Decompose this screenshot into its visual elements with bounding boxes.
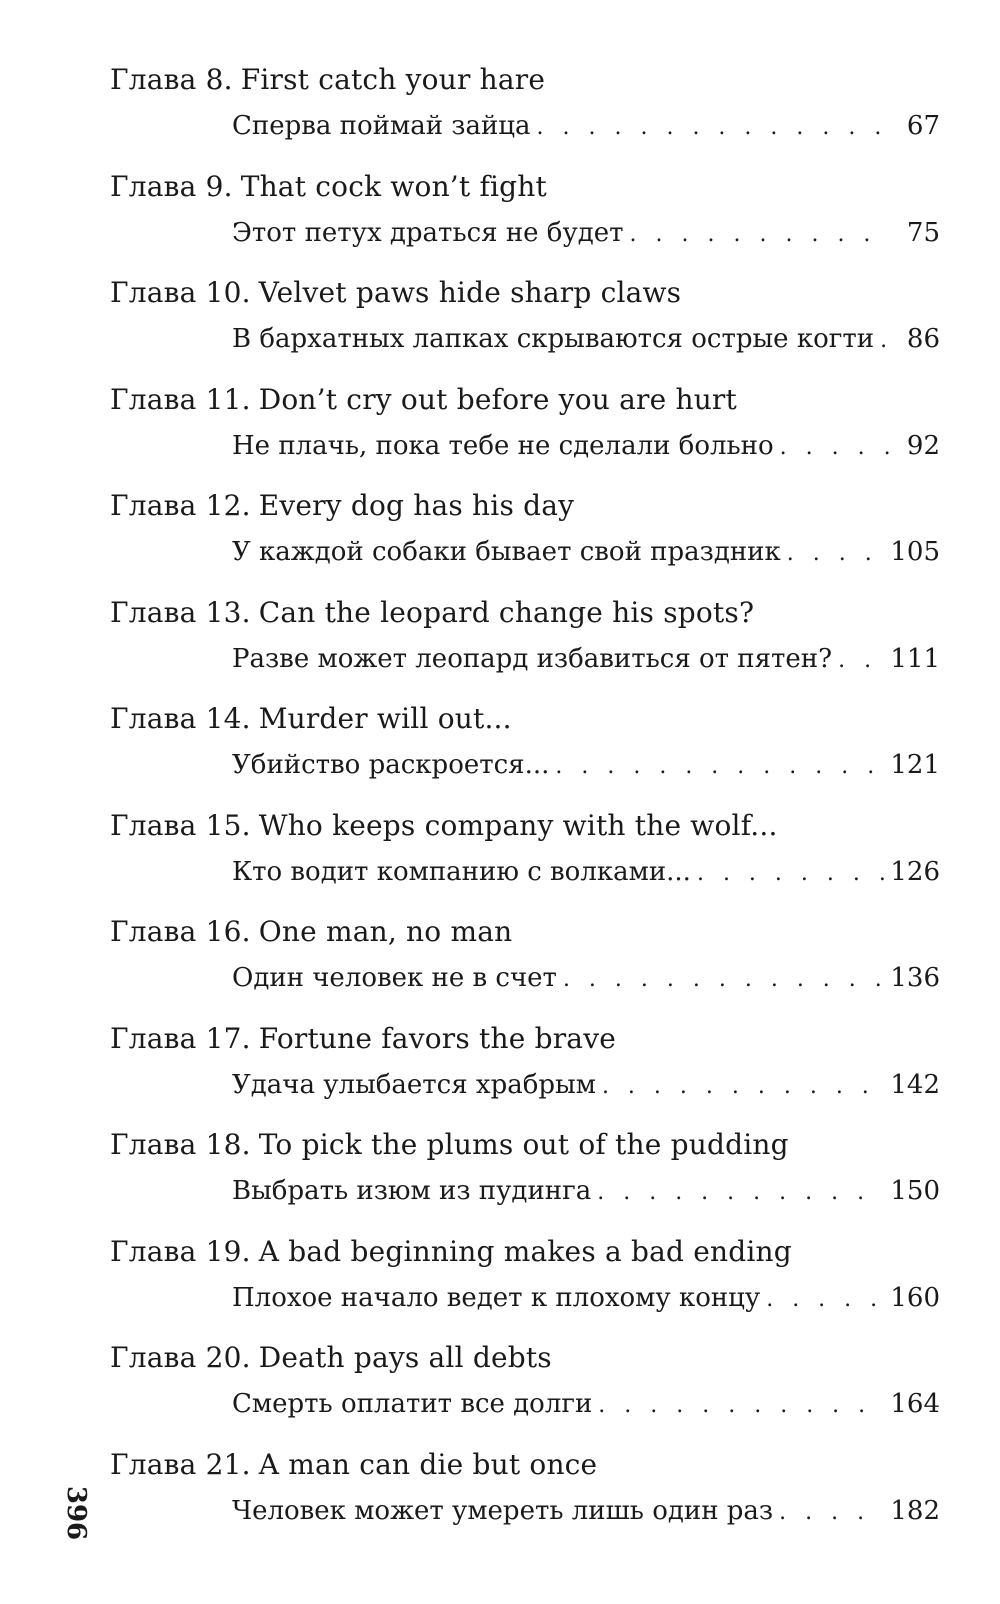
chapter-heading	[110, 60, 545, 100]
page-number: 150	[890, 1176, 940, 1206]
chapter-label: Глава 16.	[110, 915, 251, 948]
dot-leader	[780, 428, 890, 468]
chapter-subtitle-line	[232, 852, 940, 894]
chapter-label: Глава 9.	[110, 169, 233, 203]
chapter-label: Глава 17.	[110, 1021, 251, 1055]
table-of-contents	[110, 56, 940, 1547]
dot-leader	[563, 960, 884, 1000]
page-number: 105	[890, 537, 940, 567]
dot-leader	[598, 1386, 884, 1426]
chapter-heading	[110, 912, 512, 952]
toc-entry	[110, 376, 940, 483]
chapter-subtitle: Сперва поймай зайца	[232, 111, 531, 141]
chapter-label: Глава 19.	[110, 1234, 251, 1268]
chapter-subtitle-line	[232, 1491, 940, 1533]
chapter-title: First catch your hare	[240, 63, 546, 96]
chapter-heading	[110, 1338, 552, 1378]
toc-entry	[110, 482, 940, 589]
chapter-subtitle: Смерть оплатит все долги	[232, 1389, 593, 1419]
chapter-subtitle-line	[232, 745, 940, 787]
dot-leader	[555, 747, 884, 787]
chapter-heading	[110, 1019, 616, 1059]
chapter-title: Every dog has his day	[258, 489, 575, 522]
page-folio-number: 396	[61, 1485, 91, 1541]
toc-entry	[110, 1121, 940, 1228]
chapter-heading	[110, 486, 574, 526]
chapter-label: Глава 21.	[110, 1447, 251, 1481]
chapter-subtitle-line	[232, 958, 940, 1000]
chapter-subtitle-line	[232, 1065, 940, 1107]
dot-leader	[766, 1280, 884, 1320]
chapter-title: Murder will out...	[258, 702, 512, 735]
toc-entry	[110, 695, 940, 802]
chapter-subtitle: Кто водит компанию с волками...	[232, 856, 691, 887]
page-number: 136	[890, 963, 940, 993]
dot-leader	[787, 534, 885, 574]
toc-entry	[110, 589, 940, 696]
page-number: 126	[890, 856, 940, 887]
chapter-heading	[110, 1445, 597, 1485]
dot-leader	[779, 1493, 884, 1533]
page-number: 182	[890, 1495, 940, 1526]
chapter-label: Глава 20.	[110, 1341, 251, 1374]
chapter-heading	[110, 699, 512, 739]
toc-entry	[110, 1228, 940, 1335]
toc-entry	[110, 163, 940, 270]
toc-entry	[110, 1441, 940, 1548]
chapter-label: Глава 14.	[110, 702, 251, 735]
chapter-subtitle: Один человек не в счет	[232, 963, 557, 993]
toc-entry	[110, 1015, 940, 1122]
chapter-title: Can the leopard change his spots?	[258, 595, 755, 629]
chapter-heading	[110, 273, 681, 313]
chapter-label: Глава 11.	[110, 382, 251, 416]
chapter-subtitle: Удача улыбается храбрым	[232, 1069, 596, 1100]
toc-entry	[110, 1334, 940, 1441]
page-number: 164	[890, 1389, 940, 1419]
chapter-heading	[110, 1125, 789, 1165]
chapter-heading	[110, 593, 754, 633]
chapter-subtitle: Убийство раскроется...	[232, 750, 550, 780]
chapter-heading	[110, 806, 778, 846]
chapter-subtitle-line	[232, 319, 940, 361]
chapter-label: Глава 10.	[110, 276, 251, 309]
chapter-subtitle: Не плачь, пока тебе не сделали больно	[232, 430, 774, 461]
dot-leader	[597, 1173, 884, 1213]
page-number: 67	[906, 111, 940, 141]
chapter-title: That cock won’t fight	[240, 169, 547, 203]
dot-leader	[537, 108, 890, 148]
toc-entry	[110, 908, 940, 1015]
chapter-subtitle: В бархатных лапках скрываются острые когти	[232, 324, 875, 354]
chapter-subtitle-line	[232, 639, 940, 681]
dot-leader	[838, 641, 884, 681]
toc-entry	[110, 56, 940, 163]
chapter-subtitle: Этот петух драться не будет	[232, 217, 624, 248]
page-number: 142	[890, 1069, 940, 1100]
page-number: 75	[906, 217, 940, 248]
page-number: 86	[906, 324, 940, 354]
chapter-subtitle-line	[232, 1384, 940, 1426]
dot-leader	[880, 321, 890, 361]
chapter-subtitle-line	[232, 532, 940, 574]
dot-leader	[630, 215, 890, 255]
chapter-label: Глава 15.	[110, 808, 251, 842]
chapter-subtitle: Человек может умереть лишь один раз	[232, 1495, 774, 1526]
chapter-title: Don’t cry out before you are hurt	[258, 382, 737, 416]
chapter-title: Death pays all debts	[258, 1341, 552, 1374]
chapter-heading	[110, 1232, 792, 1272]
page-number: 160	[890, 1282, 940, 1313]
chapter-subtitle-line	[232, 426, 940, 468]
chapter-label: Глава 12.	[110, 489, 251, 522]
chapter-title: To pick the plums out of the pudding	[258, 1128, 789, 1161]
chapter-subtitle: Выбрать изюм из пудинга	[232, 1176, 592, 1206]
chapter-title: A bad beginning makes a bad ending	[258, 1234, 792, 1268]
chapter-subtitle: У каждой собаки бывает свой праздник	[232, 537, 781, 567]
chapter-title: Velvet paws hide sharp claws	[258, 276, 682, 309]
chapter-heading	[110, 167, 547, 207]
chapter-label: Глава 18.	[110, 1128, 251, 1161]
chapter-title: Fortune favors the brave	[258, 1021, 616, 1055]
chapter-subtitle-line	[232, 1278, 940, 1320]
page-number: 111	[890, 643, 940, 674]
toc-entry	[110, 269, 940, 376]
chapter-title: One man, no man	[258, 915, 513, 948]
dot-leader	[602, 1067, 884, 1107]
chapter-label: Глава 8.	[110, 63, 233, 96]
chapter-title: A man can die but once	[258, 1447, 598, 1481]
page-number: 121	[890, 750, 940, 780]
chapter-subtitle-line	[232, 213, 940, 255]
chapter-subtitle-line	[232, 1171, 940, 1213]
chapter-subtitle: Плохое начало ведет к плохому концу	[232, 1282, 761, 1313]
chapter-label: Глава 13.	[110, 595, 251, 629]
chapter-heading	[110, 380, 737, 420]
dot-leader	[697, 854, 884, 894]
chapter-subtitle-line	[232, 106, 940, 148]
chapter-title: Who keeps company with the wolf...	[258, 808, 778, 842]
toc-entry	[110, 802, 940, 909]
page-number: 92	[906, 430, 940, 461]
chapter-subtitle: Разве может леопард избавиться от пятен?	[232, 643, 833, 674]
